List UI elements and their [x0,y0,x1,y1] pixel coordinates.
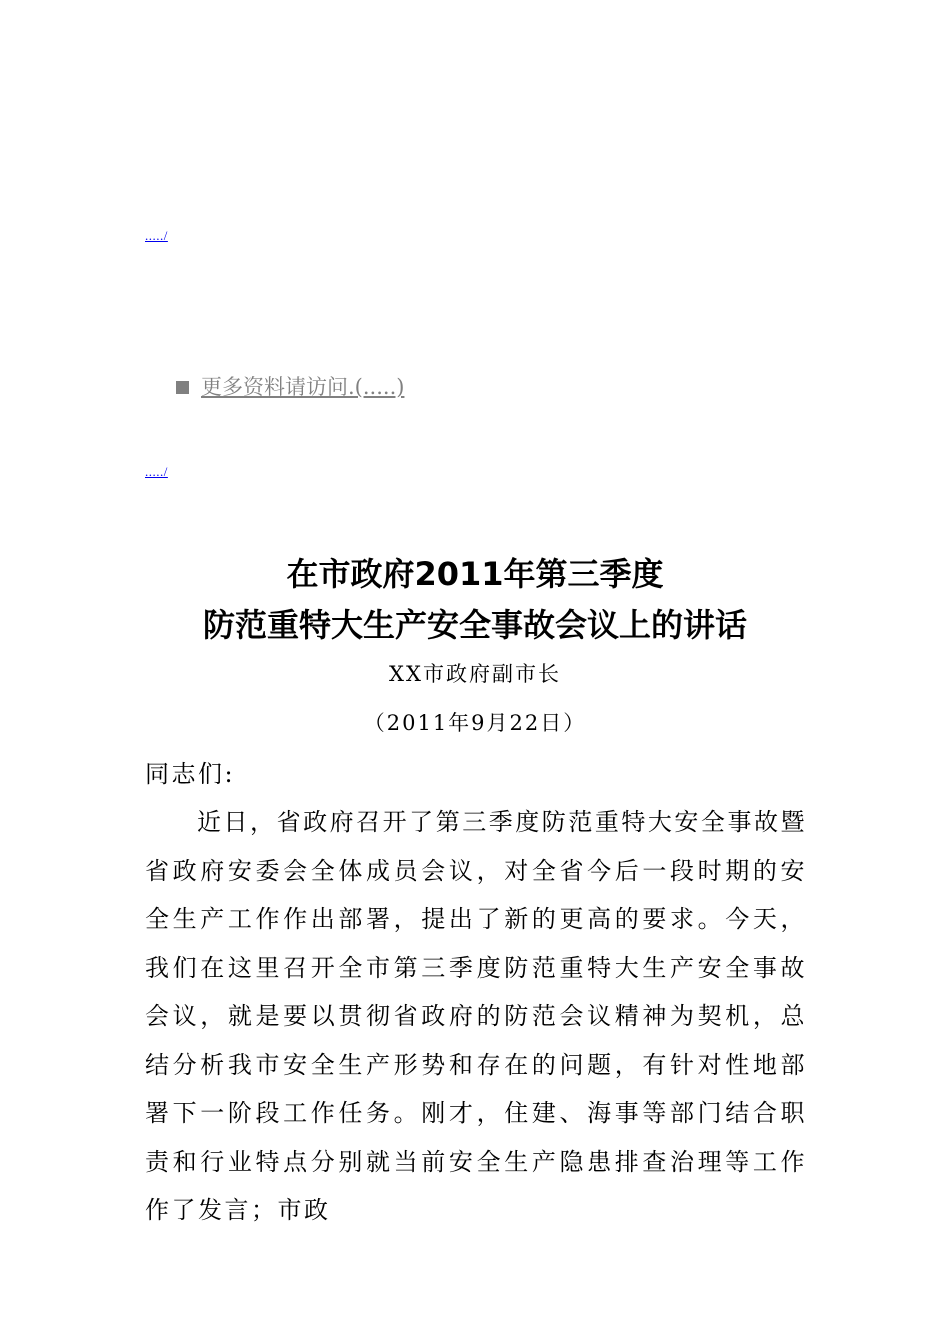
top-url-link[interactable]: ...../ [145,228,168,243]
salutation: 同志们: [145,760,236,788]
document-title-line-1: 在市政府2011年第三季度 [286,555,664,593]
square-bullet-icon [176,381,189,394]
document-title-line-2: 防范重特大生产安全事故会议上的讲话 [202,606,747,644]
date-line: （2011年9月22日） [363,711,587,735]
mid-url-link[interactable]: ...../ [145,464,168,479]
more-info-row [176,371,404,401]
more-info-link[interactable]: 更多资料请访问.(.....) [201,375,405,399]
author-line: XX市政府副市长 [389,662,561,686]
body-paragraph: 近日，省政府召开了第三季度防范重特大安全事故暨省政府安委会全体成员会议，对全省今后一段时期的安全生产工作作出部署，提出了新的更高的要求。今天，我们在这里召开全市第三季度防范重特大生产安全事故会议，就是要以贯彻省政府的防范会议精神为契机，总结分析我市安全生产形势和存在的问题，有针对性地部署下一阶段工作任务。刚才，住建、海事等部门结合职责和行业特点分别就当前安全生产隐患排查治理等工作作了发言；市政 [145,808,807,1224]
